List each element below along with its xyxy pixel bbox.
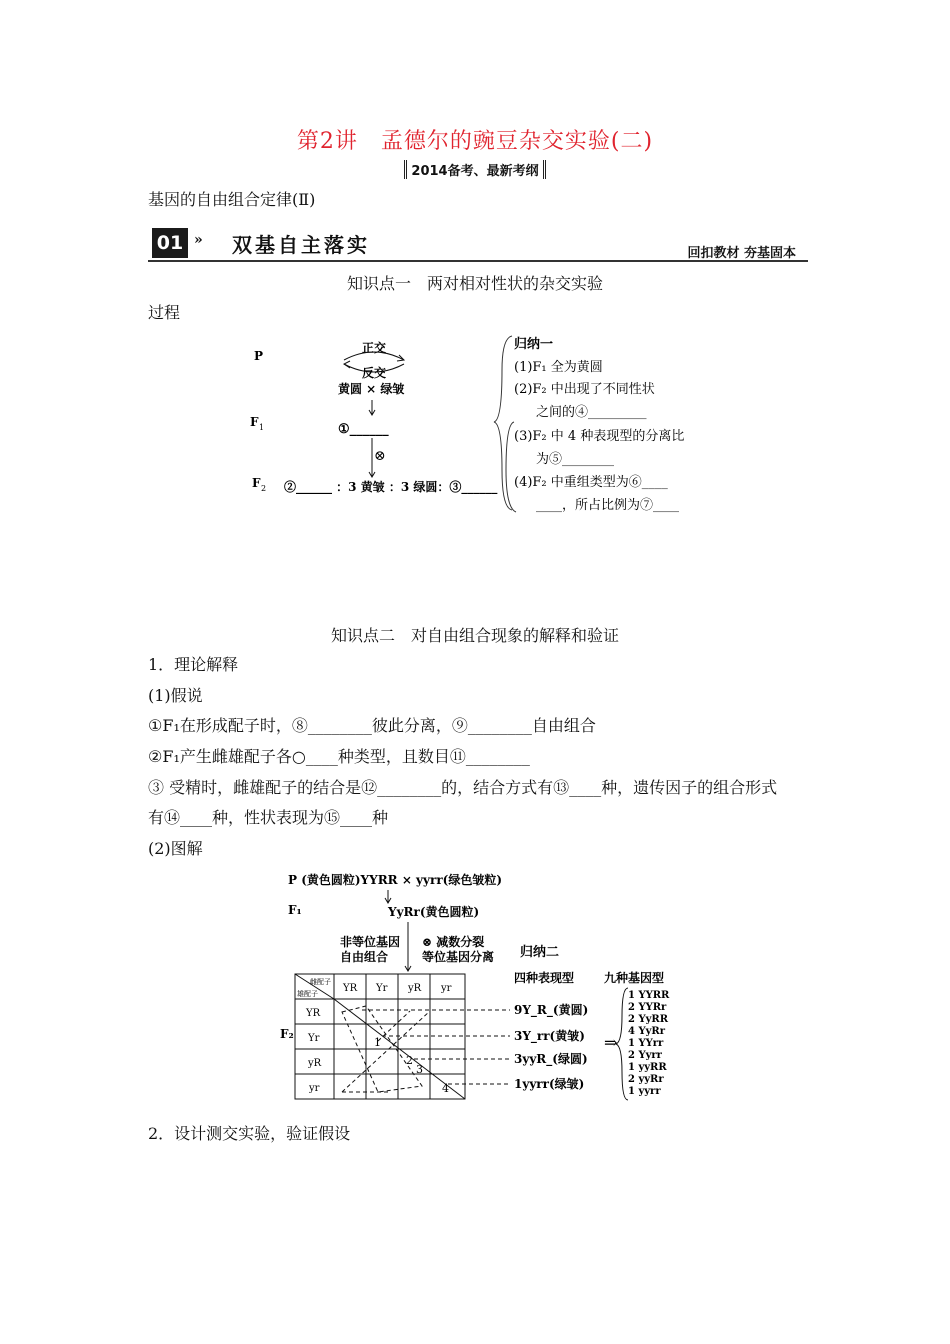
phenotype-1: 9Y_R_(黄圆)	[514, 1003, 589, 1017]
phenotypes-title: 四种表现型	[514, 971, 575, 985]
f2-label: F	[252, 476, 261, 490]
banner-subtitle: 回扣教材 夯基固本	[687, 246, 796, 261]
self-cross-icon: ⊗	[374, 448, 386, 464]
genotype-8: 2 yyRr	[628, 1074, 664, 1085]
summary1-title: 归纳一	[514, 337, 554, 352]
parent-cross: 黄圆 × 绿皱	[338, 382, 405, 396]
hypothesis-line-3a: ③ 受精时，雌雄配子的结合是⑫________的，结合方式有⑬____种，遗传因子的组合形式	[148, 778, 778, 797]
f2-sub: 2	[261, 484, 267, 493]
col-gamete-1: YR	[343, 983, 358, 994]
note-free-combination: 自由组合	[340, 950, 389, 964]
phenotype-2: 3Y_rr(黄皱)	[514, 1029, 585, 1043]
genotypes-title: 九种基因型	[604, 971, 665, 985]
hypothesis-line-3b: 有⑭____种，性状表现为⑮____种	[148, 808, 389, 827]
note-meiosis: ⊗ 减数分裂	[422, 935, 485, 949]
genotype-5: 1 YYrr	[628, 1038, 664, 1049]
process-label: 过程	[148, 303, 181, 322]
genotype-list	[628, 990, 670, 1097]
badge-text: 2014备考、最新考纲	[404, 160, 545, 179]
arrow-icon	[344, 361, 350, 368]
cross-diagram-1	[240, 330, 710, 520]
section2-heading: 知识点二 对自由组合现象的解释和验证	[330, 626, 619, 645]
theory-heading: 1．理论解释	[148, 655, 239, 674]
banner-number: 01	[152, 228, 188, 258]
dashed-region	[342, 1011, 430, 1092]
summary1-item4b: ____，所占比例为⑦____	[536, 498, 680, 513]
genotype-6: 2 Yyrr	[628, 1050, 662, 1061]
summary1-item4a: (4)F₂ 中重组类型为⑥____	[514, 475, 668, 490]
genotype-4: 4 YyRr	[628, 1026, 665, 1037]
banner-arrow-icon: »	[194, 232, 203, 248]
p-label: P	[254, 349, 264, 363]
note-allele-separation: 等位基因分离	[422, 950, 495, 964]
genotype-1: 1 YYRR	[628, 990, 670, 1001]
f1-sub: 1	[259, 423, 265, 432]
summary1-item1: (1)F₁ 全为黄圆	[514, 360, 603, 375]
hypothesis-line-1: ①F₁在形成配子时，⑧________彼此分离，⑨________自由组合	[148, 716, 596, 735]
corner-female: 雌配子	[310, 978, 331, 986]
row-gamete-1: YR	[306, 1008, 321, 1019]
brace-icon	[616, 988, 628, 1100]
p-cross-2: P (黄色圆粒)YYRR × yyrr(绿色皱粒)	[288, 873, 502, 887]
f2-label-2: F₂	[280, 1027, 294, 1041]
syllabus-text: 基因的自由组合定律(Ⅱ)	[148, 190, 316, 209]
f1-label: F	[250, 415, 259, 429]
summary1-item3a: (3)F₂ 中 4 种表现型的分离比	[514, 429, 685, 444]
col-gamete-3: yR	[408, 983, 422, 994]
hypothesis-line-2: ②F₁产生雌雄配子各○____种类型，且数目⑪________	[148, 747, 530, 766]
summary1-item3b: 为⑤________	[536, 452, 615, 467]
col-gamete-2: Yr	[376, 983, 388, 994]
corner-male: 雄配子	[297, 990, 318, 998]
section-banner	[148, 226, 808, 264]
phenotype-3: 3yyR_(绿圆)	[514, 1052, 588, 1066]
genotype-9: 1 yyrr	[628, 1086, 661, 1097]
genotype-2: 2 YYRr	[628, 1002, 667, 1013]
test-cross-heading: 2．设计测交实验，验证假设	[148, 1124, 351, 1143]
summary1-item2b: 之间的④_________	[536, 405, 647, 420]
f2-row: ②______ ：3 黄皱 ：3 绿圆：③______	[284, 480, 498, 494]
row-gamete-3: yR	[308, 1058, 322, 1069]
section1-heading: 知识点一 两对相对性状的杂交实验	[346, 274, 603, 293]
genotype-3: 2 YyRR	[628, 1014, 669, 1025]
cross-diagram-2	[270, 866, 690, 1106]
note-nonallelic: 非等位基因	[340, 935, 401, 949]
col-gamete-4: yr	[441, 983, 452, 994]
fanjiao-label: 反交	[362, 366, 387, 380]
grid-number-1: 1	[374, 1036, 381, 1049]
graph-heading: (2)图解	[148, 839, 203, 858]
row-gamete-2: Yr	[308, 1033, 320, 1044]
row-gamete-4: yr	[309, 1083, 320, 1094]
implies-arrow-icon: ⇒	[604, 1033, 618, 1052]
f1-genotype: YyRr(黄色圆粒)	[388, 905, 480, 919]
f1-blank: ①______	[338, 422, 389, 437]
summary2-title: 归纳二	[520, 945, 560, 960]
f1-label-2: F₁	[288, 903, 302, 917]
banner-title: 双基自主落实	[232, 233, 370, 257]
grid-number-3: 3	[416, 1063, 423, 1076]
page-title: 第2讲 孟德尔的豌豆杂交实验(二)	[296, 129, 654, 154]
hypothesis-heading: (1)假说	[148, 686, 203, 705]
phenotype-4: 1yyrr(绿皱)	[514, 1077, 585, 1091]
summary1-item2a: (2)F₂ 中出现了不同性状	[514, 382, 655, 397]
banner-underline	[148, 260, 808, 262]
grid-number-4: 4	[442, 1082, 449, 1095]
zhengjiao-label: 正交	[362, 341, 387, 355]
genotype-7: 1 yyRR	[628, 1062, 667, 1073]
syllabus-badge	[0, 160, 950, 179]
grid-number-2: 2	[406, 1054, 413, 1067]
